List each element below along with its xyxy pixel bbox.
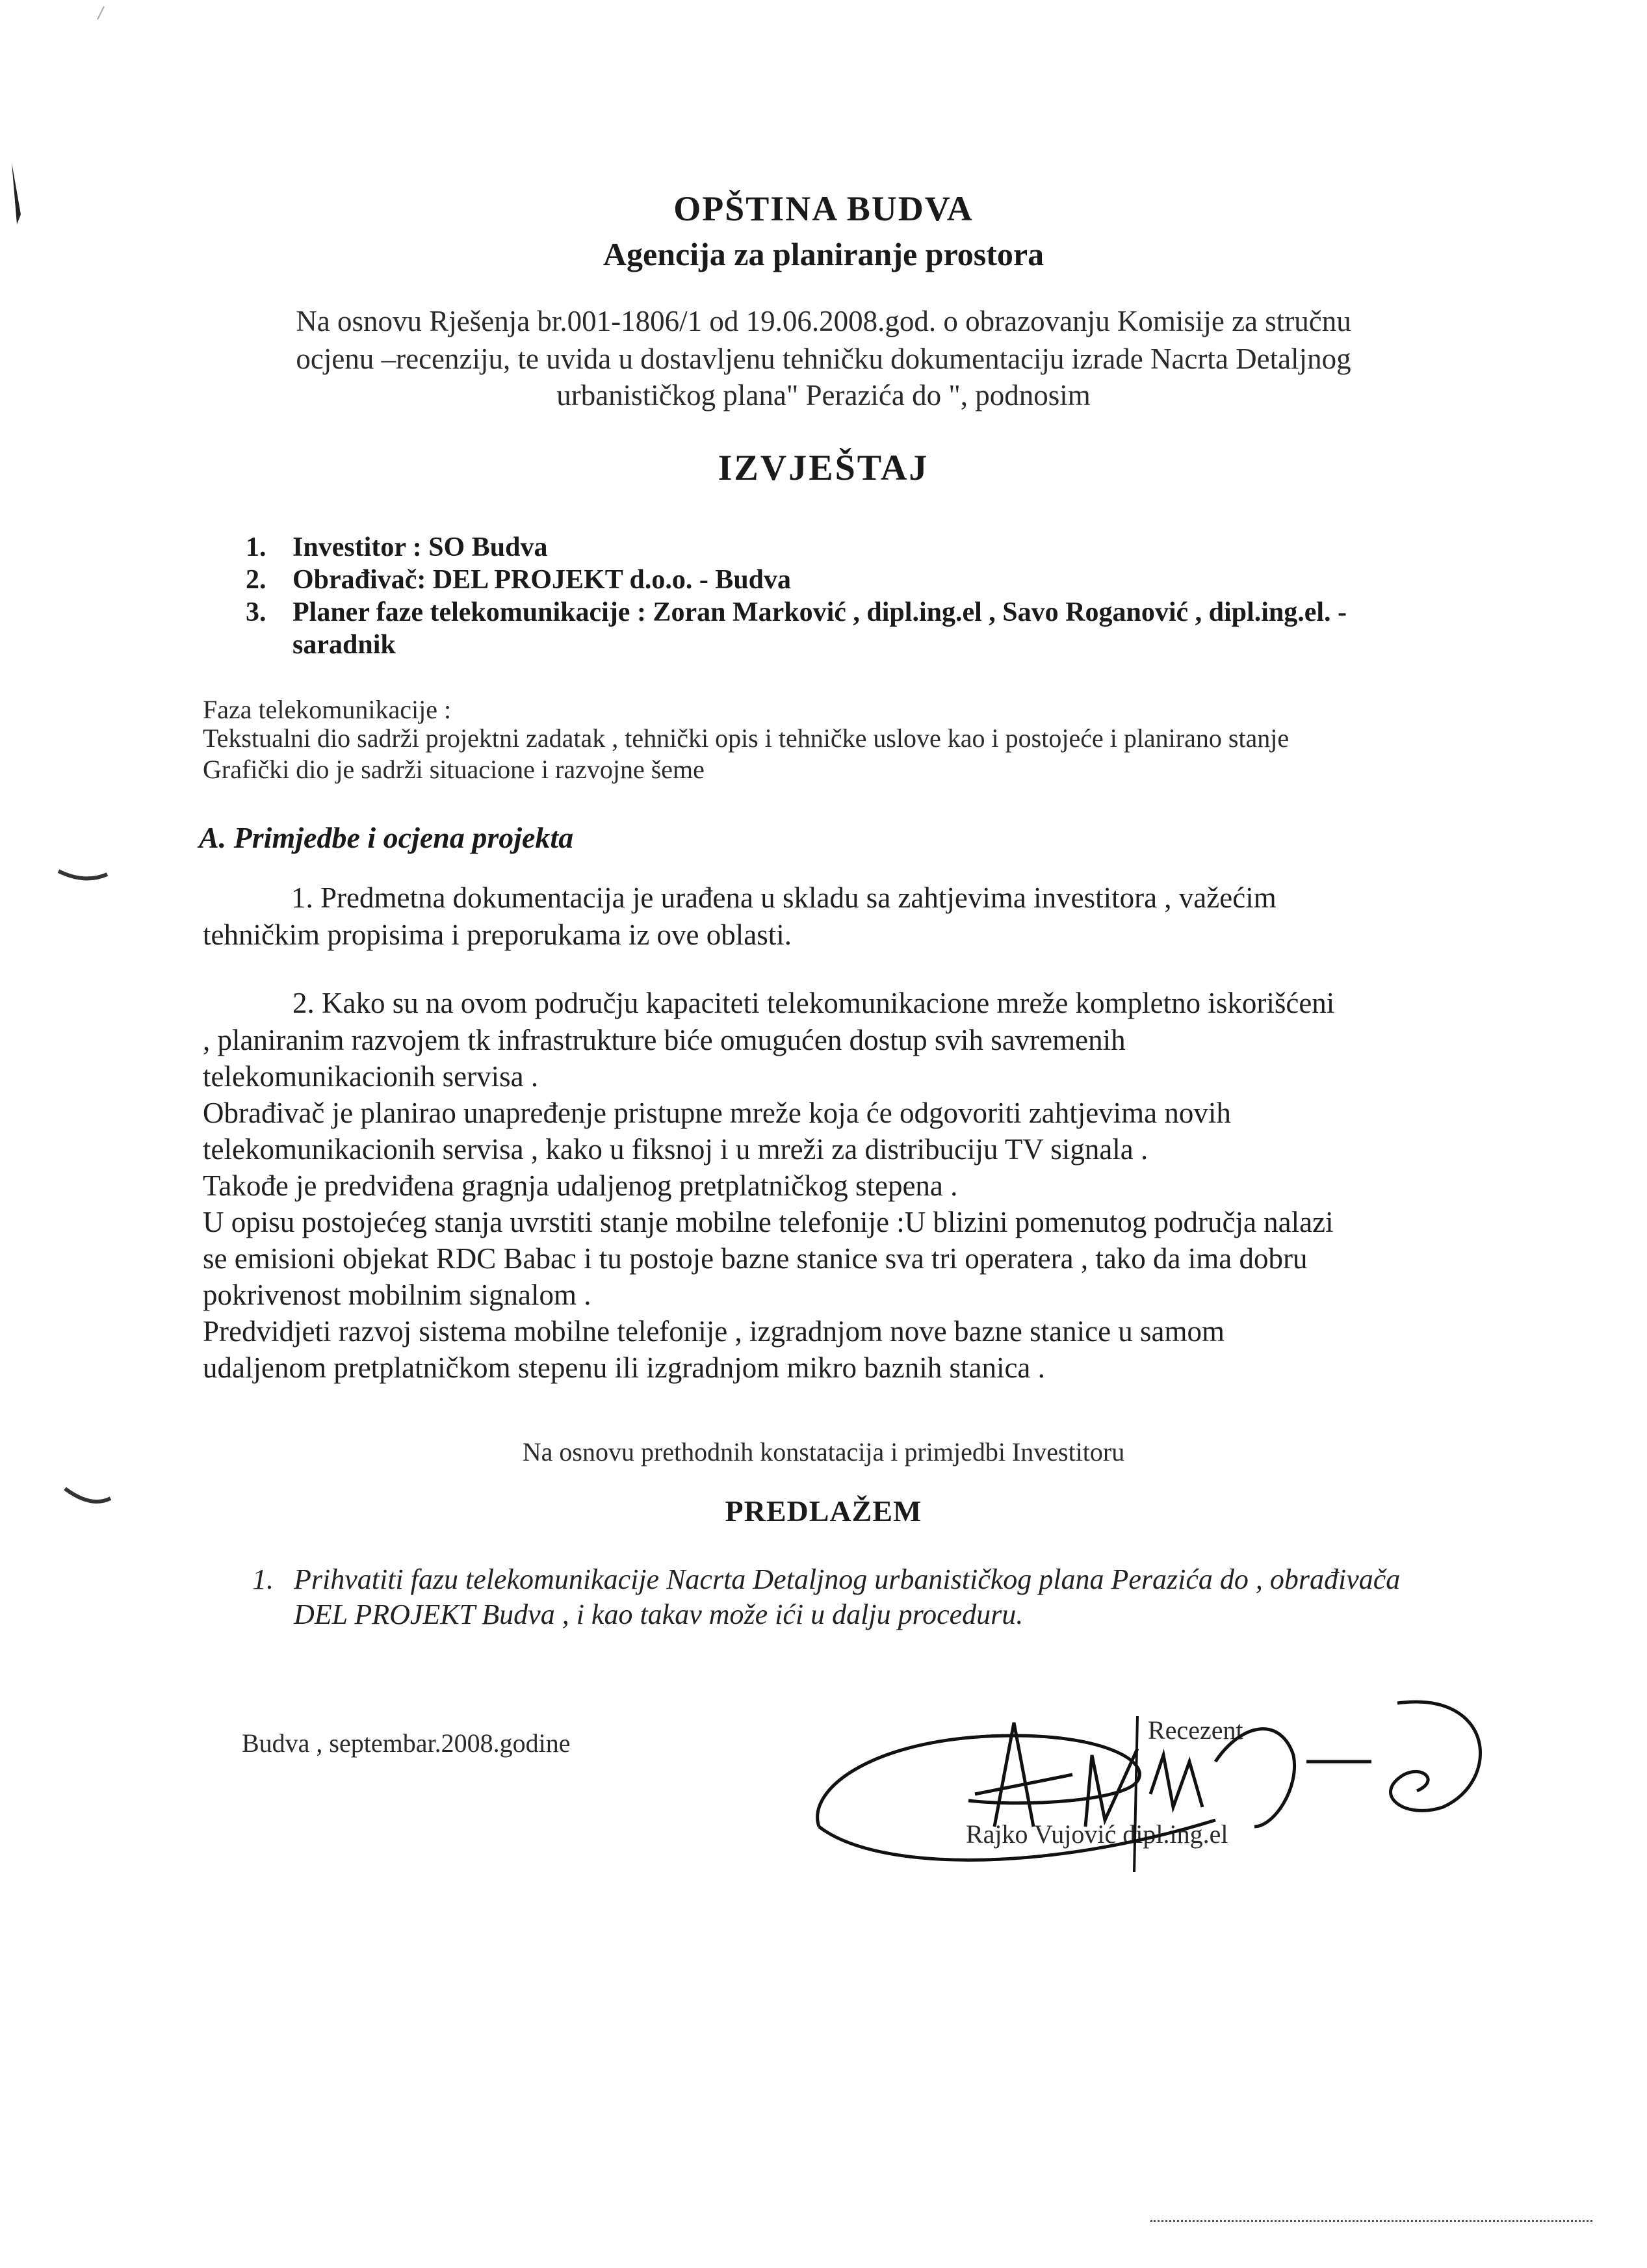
phase-graphic-part: Grafički dio je sadrži situacione i razvojne šeme	[203, 755, 705, 784]
section-a-p2-line: U opisu postojećeg stanja uvrstiti stanje mobilne telefonije :U blizini pomenutog područja nalazi	[203, 1206, 1334, 1238]
section-a-p2-line: telekomunikacionih servisa .	[203, 1060, 539, 1093]
detail-number: 2.	[246, 565, 266, 595]
agency-heading: Agencija za planiranje prostora	[603, 236, 1044, 272]
section-a-p2-line: Takođe je predviđena gragnja udaljenog pretplatničkog stepena .	[203, 1169, 958, 1202]
detail-number: 1.	[246, 532, 266, 562]
detail-processor: Obrađivač: DEL PROJEKT d.o.o. - Budva	[292, 565, 792, 595]
section-a-p2-line: 2. Kako su na ovom području kapaciteti telekomunikacione mreže kompletno iskorišćeni	[292, 987, 1335, 1019]
section-a-p2-line: udaljenom pretplatničkom stepenu ili izgradnjom mikro baznih stanica .	[203, 1351, 1045, 1384]
report-title: IZVJEŠTAJ	[718, 448, 929, 488]
section-a-p2-line: Obrađivač je planirao unapređenje pristupne mreže koja će odgovoriti zahtjevima novih	[203, 1097, 1231, 1129]
proposal-line-1: Prihvatiti fazu telekomunikacije Nacrta Detaljnog urbanističkog plana Perazića do , obrađivača	[294, 1563, 1401, 1595]
detail-planner-continuation: saradnik	[292, 630, 396, 660]
section-a-p2-line: pokrivenost mobilnim signalom .	[203, 1279, 591, 1311]
reviewer-name: Rajko Vujović dipl.ing.el	[966, 1819, 1228, 1849]
section-a-p1-line-2: tehničkim propisima i preporukama iz ove oblasti.	[203, 919, 792, 951]
section-a-p2-line: se emisioni objekat RDC Babac i tu postoje bazne stanice sva tri operatera , tako da ima dobru	[203, 1242, 1308, 1275]
intro-line-1: Na osnovu Rješenja br.001-1806/1 od 19.06.2008.god. o obrazovanju Komisije za stručnu	[296, 305, 1351, 337]
phase-label: Faza telekomunikacije :	[203, 695, 452, 724]
detail-planner: Planer faze telekomunikacije : Zoran Marković , dipl.ing.el , Savo Roganović , dipl.ing.el. -	[292, 597, 1347, 627]
section-a-p2-line: Predvidjeti razvoj sistema mobilne telefonije , izgradnjom nove bazne stanice u samom	[203, 1315, 1225, 1348]
proposal-number: 1.	[252, 1563, 274, 1595]
bottom-rule	[1150, 2220, 1592, 2222]
intro-line-2: ocjenu –recenziju, te uvida u dostavljenu tehničku dokumentaciju izrade Nacrta Detaljnog	[296, 343, 1351, 375]
conclusion-intro: Na osnovu prethodnih konstatacija i primjedbi Investitoru	[522, 1437, 1125, 1466]
section-a-p2-line: telekomunikacionih servisa , kako u fiksnoj i u mreži za distribuciju TV signala .	[203, 1133, 1148, 1166]
intro-line-3: urbanističkog plana" Perazića do ", podnosim	[556, 379, 1091, 411]
section-a-title: A. Primjedbe i ocjena projekta	[199, 821, 574, 854]
detail-number: 3.	[246, 597, 266, 627]
detail-investor: Investitor : SO Budva	[292, 532, 548, 562]
propose-title: PREDLAŽEM	[725, 1494, 922, 1528]
phase-text-part: Tekstualni dio sadrži projektni zadatak , tehnički opis i tehničke uslove kao i postojeće i planirano stanje	[203, 723, 1290, 753]
handwritten-signature	[799, 1677, 1527, 1872]
reviewer-role: Recezent	[1148, 1715, 1243, 1745]
place-date: Budva , septembar.2008.godine	[242, 1728, 571, 1758]
proposal-line-2: DEL PROJEKT Budva , i kao takav može ići u dalju proceduru.	[294, 1598, 1024, 1630]
section-a-p2-line: , planiranim razvojem tk infrastrukture biće omugućen dostup svih savremenih	[203, 1024, 1126, 1056]
organization-heading: OPŠTINA BUDVA	[673, 189, 974, 228]
section-a-p1-line-1: 1. Predmetna dokumentacija je urađena u skladu sa zahtjevima investitora , važećim	[291, 881, 1277, 914]
